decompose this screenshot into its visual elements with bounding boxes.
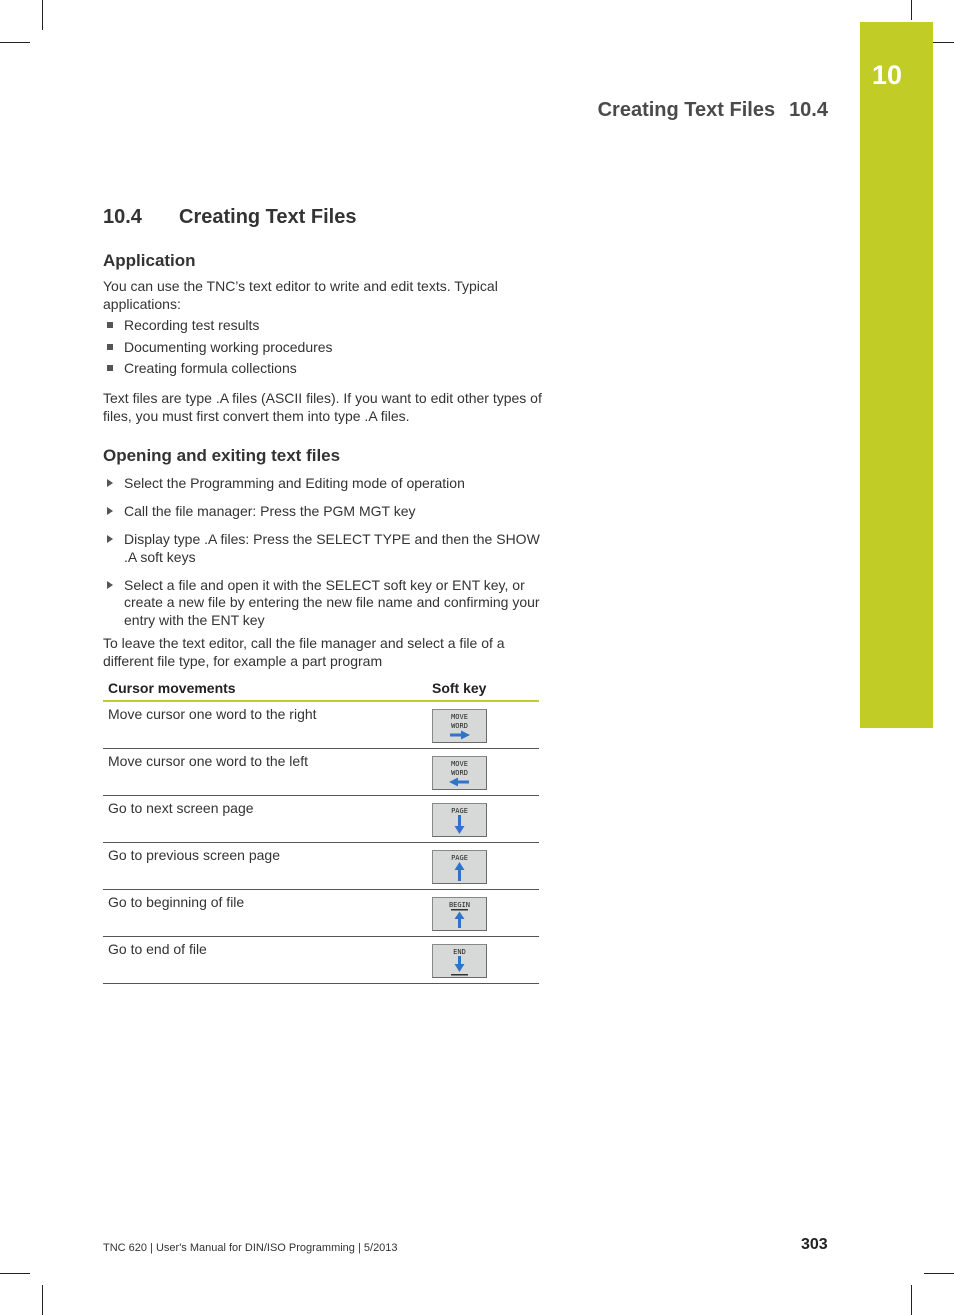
table-row: [103, 749, 539, 796]
softkey-page-down[interactable]: [432, 803, 487, 837]
list-item: Creating formula collections: [103, 360, 548, 378]
crop-mark: [0, 42, 30, 43]
step-arrow-icon: [107, 507, 113, 515]
application-bullet-list: [103, 317, 548, 382]
softkey-page-up[interactable]: [432, 850, 487, 884]
step-item: Display type .A files: Press the SELECT TYPE and then the SHOW .A soft keys: [103, 531, 548, 566]
softkey-move-word-right[interactable]: [432, 709, 487, 743]
row-description: Move cursor one word to the left: [108, 753, 308, 769]
opening-step-list: [103, 475, 548, 640]
softkey-label-line1: END: [453, 948, 466, 956]
table-row: [103, 702, 539, 749]
crop-mark: [0, 1273, 30, 1274]
bullet-square-icon: [107, 365, 113, 371]
chapter-tab: [860, 22, 933, 728]
row-description: Move cursor one word to the right: [108, 706, 317, 722]
bullet-square-icon: [107, 322, 113, 328]
bullet-square-icon: [107, 344, 113, 350]
running-head-title: Creating Text Files: [597, 99, 776, 121]
left-arrow-icon: [449, 778, 469, 787]
softkey-label-line1: BEGIN: [448, 901, 471, 909]
footer-text: TNC 620 | User's Manual for DIN/ISO Programming | 5/2013: [103, 1242, 398, 1254]
page-number: 303: [801, 1236, 828, 1253]
chapter-number: 10: [872, 60, 903, 90]
table-header: [103, 677, 539, 702]
softkey-label-line2: WORD: [451, 769, 468, 777]
step-item: Select the Programming and Editing mode of operation: [103, 475, 548, 493]
row-description: Go to beginning of file: [108, 894, 245, 910]
page-title-number: 10.4: [103, 206, 142, 228]
step-arrow-icon: [107, 581, 113, 589]
softkey-end[interactable]: [432, 944, 487, 978]
cursor-movements-table: [103, 677, 539, 984]
step-item: Select a file and open it with the SELECT soft key or ENT key, or create a new file by entering the new file name and confirming your entry with the ENT key: [103, 577, 548, 630]
crop-mark: [924, 1273, 954, 1274]
softkey-move-word-left[interactable]: [432, 756, 487, 790]
column-header-cursor-movements: Cursor movements: [108, 680, 236, 696]
crop-mark: [42, 1285, 43, 1315]
running-head: [598, 99, 828, 122]
up-arrow-icon: [455, 862, 465, 881]
down-arrow-to-bar-icon: [451, 956, 468, 976]
page-title-text: Creating Text Files: [179, 206, 357, 228]
softkey-begin[interactable]: [432, 897, 487, 931]
crop-mark: [911, 1285, 912, 1315]
crop-mark: [42, 0, 43, 30]
list-item: Documenting working procedures: [103, 339, 548, 357]
application-note: Text files are type .A files (ASCII files). If you want to edit other types of files, you must first convert them into type .A files.: [103, 390, 542, 424]
table-row: [103, 937, 539, 984]
softkey-label-line1: PAGE: [451, 807, 468, 815]
row-description: Go to previous screen page: [108, 847, 280, 863]
step-arrow-icon: [107, 535, 113, 543]
crop-mark: [911, 0, 912, 20]
softkey-label-line1: PAGE: [451, 854, 468, 862]
column-header-soft-key: Soft key: [432, 680, 487, 696]
softkey-label-line1: MOVE: [451, 713, 468, 721]
page-title: [103, 206, 356, 229]
right-arrow-icon: [450, 731, 470, 740]
row-description: Go to end of file: [108, 941, 207, 957]
opening-note: To leave the text editor, call the file manager and select a file of a different file type, for example a part program: [103, 635, 505, 669]
table-row: [103, 843, 539, 890]
running-head-section: 10.4: [789, 99, 828, 121]
table-row: [103, 890, 539, 937]
down-arrow-icon: [455, 815, 465, 834]
opening-heading: Opening and exiting text files: [103, 446, 341, 465]
application-intro: You can use the TNC’s text editor to write and edit texts. Typical applications:: [103, 278, 498, 312]
row-description: Go to next screen page: [108, 800, 254, 816]
application-heading: Application: [103, 251, 196, 270]
softkey-label-line2: WORD: [451, 722, 468, 730]
step-arrow-icon: [107, 479, 113, 487]
up-arrow-to-bar-icon: [451, 909, 468, 928]
table-row: [103, 796, 539, 843]
step-item: Call the file manager: Press the PGM MGT key: [103, 503, 548, 521]
list-item: Recording test results: [103, 317, 548, 335]
softkey-label-line1: MOVE: [451, 760, 468, 768]
